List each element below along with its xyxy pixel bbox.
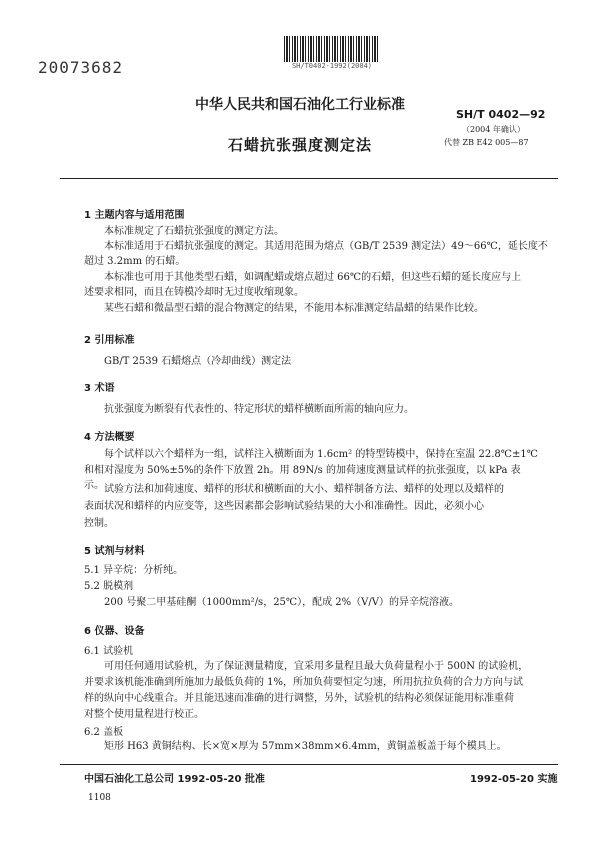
sec6-item-1: 6.1 试验机 xyxy=(84,646,134,657)
sec3-para-1: 抗张强度为断裂有代表性的、特定形状的蜡样横断面所需的轴向应力。 xyxy=(104,404,414,415)
sec6-para-1b: 并要求该机能准确到所施加力最低负荷的 1%，所加负荷要恒定匀速，所用抗拉负荷的合力方向与试 xyxy=(84,677,524,688)
sec5-item-1: 5.1 异辛烷：分析纯。 xyxy=(84,565,184,576)
sec6-para-1d: 对整个使用量程进行校正。 xyxy=(84,709,204,720)
sec1-para-4: 某些石蜡和微晶型石蜡的混合物测定的结果，不能用本标准测定结晶蜡的结果作比较。 xyxy=(104,303,484,314)
sec4-para-1b: 和相对湿度为 50%±5%的条件下放置 2h。用 89N/s 的加荷速度测量试样的抗张强度，以 kPa 表示。 xyxy=(84,465,521,491)
sec4-para-2a: 试验方法和加荷速度、蜡样的形状和横断面的大小、蜡样制备方法、蜡样的处理以及蜡样的 xyxy=(104,484,504,495)
sec1-para-1: 本标准规定了石蜡抗张强度的测定方法。 xyxy=(104,226,284,237)
section-5-heading: 5 试剂与材料 xyxy=(84,546,145,557)
sec5-item-2-text: 200 号聚二甲基硅酮（1000mm²/s，25℃），配成 2%（V/V）的异辛烷溶液。 xyxy=(104,597,459,608)
approval-note: 中国石油化工总公司 1992-05-20 批准 xyxy=(84,774,265,785)
issuing-body-title: 中华人民共和国石油化工行业标准 xyxy=(195,97,405,113)
sec1-para-2a: 本标准适用于石蜡抗张强度的测定。其适用范围为熔点（GB/T 2539 测定法）49～66℃，延长度不 xyxy=(104,241,548,252)
section-2-heading: 2 引用标准 xyxy=(84,335,135,346)
sec1-para-3a: 本标准也可用于其他类型石蜡，如调配蜡或熔点超过 66℃的石蜡，但这些石蜡的延长度应与上 xyxy=(104,272,522,283)
handwritten-id: 20073682 xyxy=(38,58,124,77)
sec4-para-2c: 控制。 xyxy=(84,518,114,529)
sec6-para-1c: 样的纵向中心线重合。并且能迅速而准确的进行调整，另外，试验机的结构必须保证能用标准重荷 xyxy=(84,693,514,704)
barcode-text: SH/T0402-1992(2004) xyxy=(291,62,373,70)
sec4-para-1a: 每个试样以六个蜡样为一组，试样注入横断面为 1.6cm² 的特型铸模中，保持在室温 22.8℃±1℃ xyxy=(104,449,538,460)
sec1-para-2b: 超过 3.2mm 的石蜡。 xyxy=(84,256,186,267)
sec6-para-1a: 可用任何通用试验机，为了保证测量精度，宜采用多量程且最大负荷量程小于 500N 的试验机， xyxy=(104,661,529,672)
sec6-item-2: 6.2 盖板 xyxy=(84,727,124,738)
bottom-rule xyxy=(60,764,558,765)
reaffirm-note: （2004 年确认） xyxy=(462,125,525,134)
section-1-heading: 1 主题内容与适用范围 xyxy=(84,210,185,221)
implementation-date: 1992-05-20 实施 xyxy=(470,774,558,785)
barcode xyxy=(284,36,378,62)
sec1-para-3b: 述要求相同，而且在铸模冷却时无过度收缩现象。 xyxy=(84,287,304,298)
replaces-note: 代替 ZB E42 005—87 xyxy=(444,138,529,147)
sec4-para-2b: 表面状况和蜡样的内应变等，这些因素都会影响试验结果的大小和准确性。因此，必须小心 xyxy=(84,501,484,512)
standard-code: SH/T 0402—92 xyxy=(456,108,546,121)
page-number: 1108 xyxy=(88,793,111,803)
section-4-heading: 4 方法概要 xyxy=(84,432,135,443)
section-6-heading: 6 仪器、设备 xyxy=(84,626,145,637)
sec6-item-2-text: 矩形 H63 黄铜结构、长×宽×厚为 57mm×38mm×6.4mm，黄铜盖板盖于每个模具上。 xyxy=(104,741,507,752)
sec5-item-2: 5.2 脱模剂 xyxy=(84,581,134,592)
sec2-reference: GB/T 2539 石蜡熔点（冷却曲线）测定法 xyxy=(104,356,292,367)
top-rule xyxy=(60,178,558,179)
section-3-heading: 3 术语 xyxy=(84,383,115,394)
document-title: 石蜡抗张强度测定法 xyxy=(227,136,372,154)
